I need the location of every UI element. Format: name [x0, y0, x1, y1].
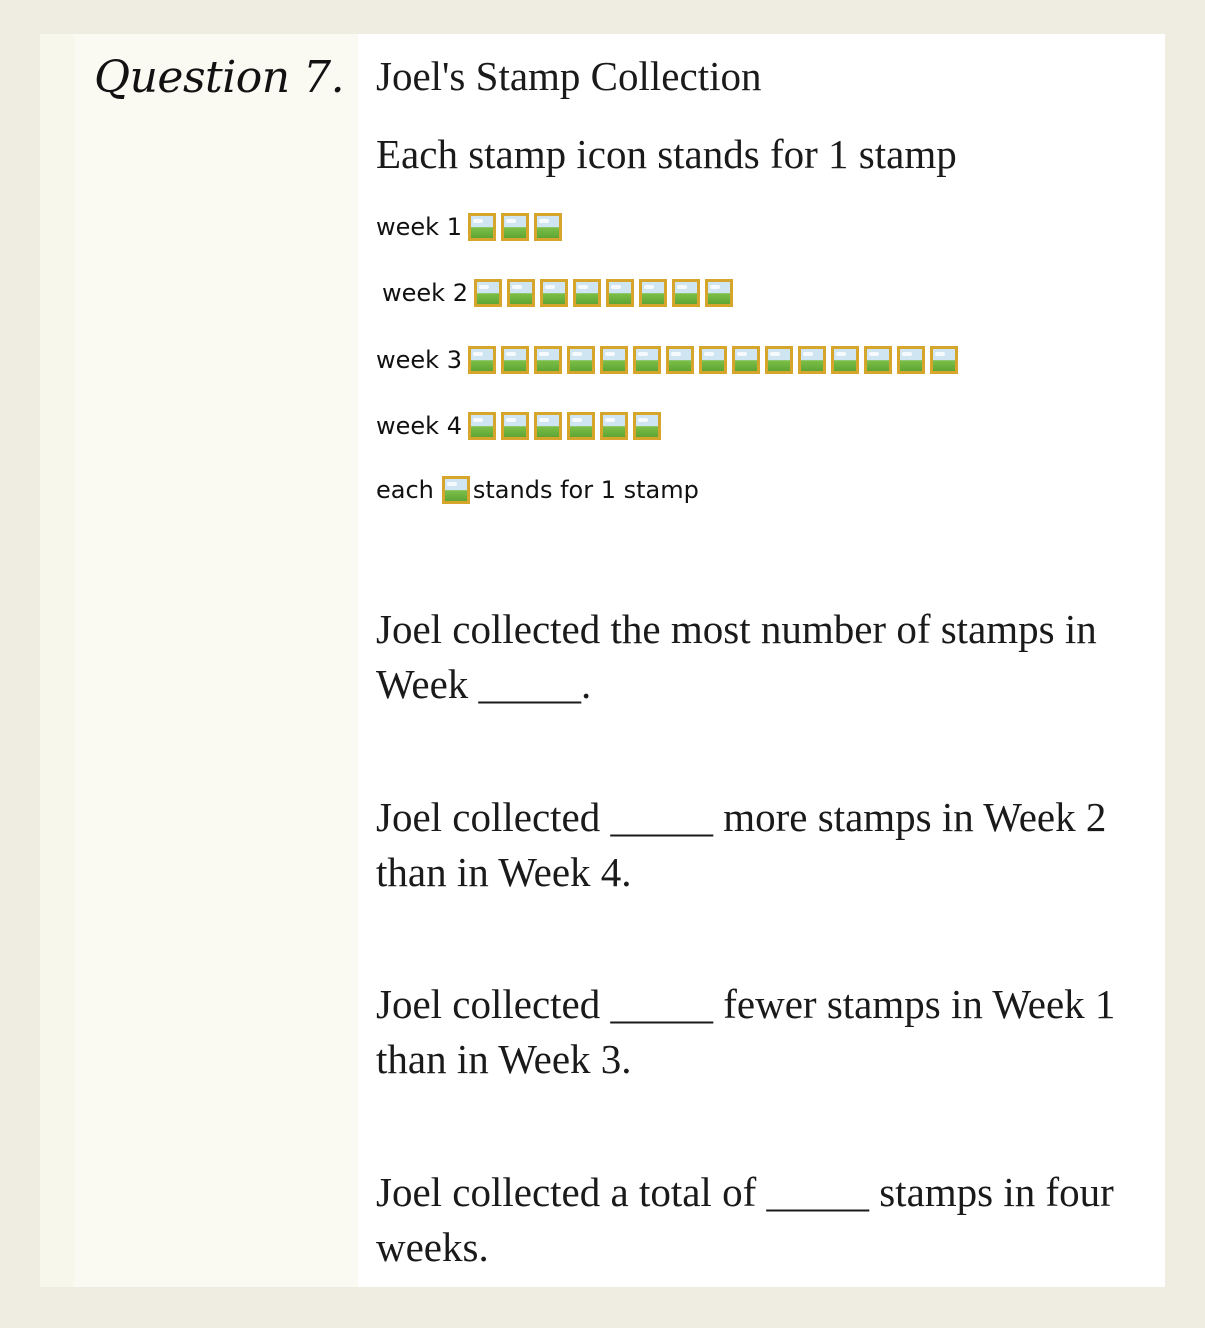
stamp-icons	[468, 213, 567, 241]
pictograph-row-week-4	[376, 408, 666, 444]
row-label: week 2	[382, 279, 468, 307]
stamp-icon	[930, 346, 958, 374]
stamp-icon	[639, 279, 667, 307]
question-2: Joel collected _____ more stamps in Week 2 than in Week 4.	[376, 794, 1107, 895]
chart-subtitle: Each stamp icon stands for 1 stamp	[376, 131, 957, 177]
question-4: Joel collected a total of _____ stamps in four weeks.	[376, 1169, 1114, 1270]
stamp-icon	[573, 279, 601, 307]
stamp-icon	[501, 213, 529, 241]
stamp-icon	[468, 213, 496, 241]
stamp-icon	[699, 346, 727, 374]
page-margin	[40, 34, 74, 1287]
stamp-icon	[468, 346, 496, 374]
stamp-icon	[501, 346, 529, 374]
chart-title: Joel's Stamp Collection	[376, 53, 762, 99]
stamp-icon	[534, 346, 562, 374]
stamp-icon	[501, 412, 529, 440]
pictograph-key	[376, 476, 699, 504]
row-label: week 1	[376, 213, 462, 241]
stamp-icon	[534, 213, 562, 241]
stamp-icon	[606, 279, 634, 307]
stamp-icon	[666, 346, 694, 374]
stamp-icon	[468, 412, 496, 440]
stamp-icon	[633, 412, 661, 440]
stamp-icon	[534, 412, 562, 440]
stamp-icon	[567, 346, 595, 374]
pictograph-row-week-2	[382, 275, 738, 311]
stamp-icon	[732, 346, 760, 374]
stamp-icon	[633, 346, 661, 374]
stamp-icon	[474, 279, 502, 307]
worksheet-page	[40, 34, 1165, 1287]
stamp-icon	[567, 412, 595, 440]
pictograph-row-week-3	[376, 342, 963, 378]
stamp-icon	[705, 279, 733, 307]
stamp-icons	[468, 412, 666, 440]
key-text-after: stands for 1 stamp	[472, 476, 699, 504]
key-text-before: each	[376, 476, 434, 504]
question-1: Joel collected the most number of stamps in Week _____.	[376, 606, 1097, 707]
stamp-icon	[540, 279, 568, 307]
pictograph-row-week-1	[376, 209, 567, 245]
stamp-icon	[864, 346, 892, 374]
stamp-icon	[765, 346, 793, 374]
question-3: Joel collected _____ fewer stamps in Week 1 than in Week 3.	[376, 981, 1116, 1082]
stamp-icon	[672, 279, 700, 307]
stamp-icons	[474, 279, 738, 307]
row-label: week 4	[376, 412, 462, 440]
stamp-icon	[507, 279, 535, 307]
stamp-icon	[798, 346, 826, 374]
question-content	[358, 34, 1165, 1287]
stamp-icon	[600, 346, 628, 374]
stamp-icons	[468, 346, 963, 374]
stamp-icon	[831, 346, 859, 374]
row-label: week 3	[376, 346, 462, 374]
stamp-icon	[897, 346, 925, 374]
stamp-icon	[600, 412, 628, 440]
stamp-icon	[442, 476, 470, 504]
question-number: Question 7.	[94, 52, 345, 103]
